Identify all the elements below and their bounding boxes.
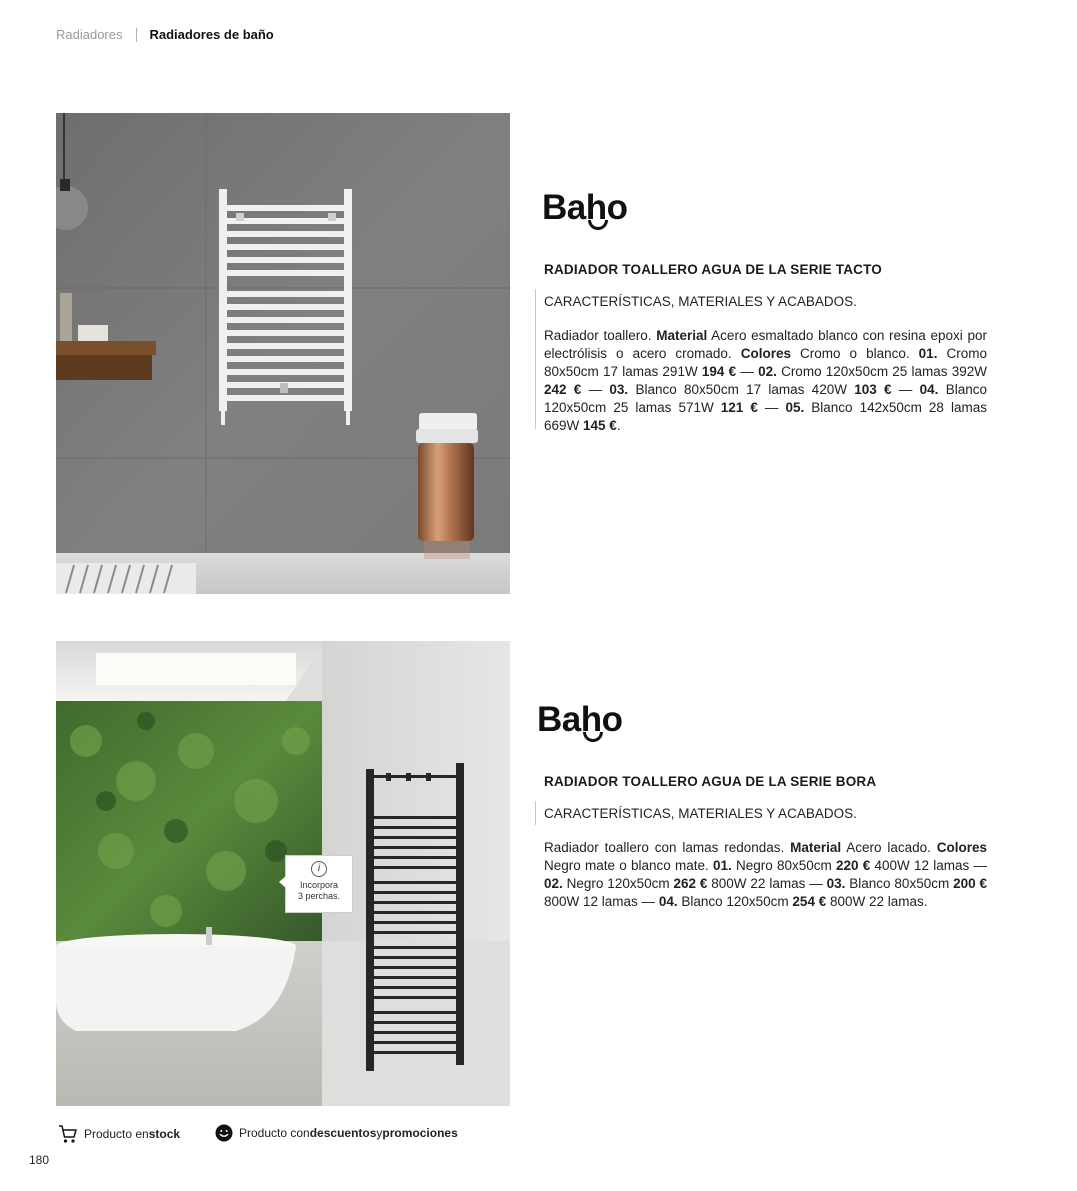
details-description [544,327,987,435]
legend-promo [215,1124,458,1142]
item-separator: — [805,876,827,891]
legend-stock-pre: Producto en [84,1127,149,1141]
brand-logo-prefix: Ba [537,700,581,739]
legend-promo-bold2: promociones [382,1126,458,1140]
item-price: 262 € [673,876,708,891]
item-after: 800W 22 lamas. [826,894,928,909]
item-text: Blanco 142x50cm 28 lamas 669W [544,400,987,433]
desc-intro: Radiador toallero con lamas redondas. [544,840,791,855]
brand-logo-prefix: Ba [542,188,586,227]
item-price: 254 € [792,894,827,909]
item-text: Blanco 80x50cm 17 lamas 420W [628,382,855,397]
item-code: 01. [712,858,732,873]
desc-intro: Radiador toallero. [544,328,657,343]
desc-colores-label: Colores [740,346,791,361]
desc-material-text: Acero esmaltado blanco con resina epoxi por electrólisis o acero cromado. [544,328,987,361]
item-after: 400W 12 lamas [870,858,970,873]
item-text: Blanco 120x50cm [677,894,793,909]
breadcrumb-current: Radiadores de baño [149,27,274,42]
legend-stock [58,1124,180,1144]
details-divider [535,801,536,825]
desc-material-text: Acero lacado. [841,840,937,855]
item-text: Blanco 80x50cm [845,876,954,891]
details-description [544,839,987,911]
item-code: 01. [918,346,938,361]
item-text: Cromo 120x50cm 25 lamas 392W [776,364,987,379]
brand-logo-baho [542,190,628,225]
desc-end: . [616,418,621,433]
item-price: 103 € [854,382,892,397]
brand-logo-middle: h [585,188,607,227]
smiley-icon [215,1124,233,1142]
item-after: 800W 12 lamas [544,894,638,909]
item-code: 03. [826,876,846,891]
item-after: 800W 22 lamas [707,876,806,891]
desc-colores-text: Negro mate o blanco mate. [544,858,713,873]
item-separator: — [637,894,659,909]
item-price: 220 € [836,858,871,873]
item-separator: — [736,364,759,379]
product-details-bora [544,805,987,911]
item-price: 194 € [701,364,737,379]
item-code: 04. [919,382,939,397]
smile-icon [583,732,603,742]
item-code: 02. [544,876,563,891]
legend-promo-bold1: descuentos [309,1126,377,1140]
brand-logo-suffix: o [601,700,623,739]
brand-logo-middle-wrap [581,700,602,739]
item-price: 242 € [544,382,582,397]
legend-promo-pre: Producto con [239,1126,310,1140]
item-text: Negro 80x50cm [731,858,836,873]
item-price: 145 € [583,418,617,433]
breadcrumb-separator [136,28,137,42]
item-price: 200 € [953,876,988,891]
product-title-bora: RADIADOR TOALLERO AGUA DE LA SERIE BORA [544,774,877,789]
cart-icon [58,1124,78,1144]
smile-icon [588,220,608,230]
bathroom-scene-tacto [56,113,510,594]
brand-logo-baho [537,702,623,737]
item-separator: — [581,382,610,397]
item-code: 03. [609,382,629,397]
page-number: 180 [29,1153,50,1167]
item-text: Negro 120x50cm [562,876,674,891]
details-subhead: CARACTERÍSTICAS, MATERIALES Y ACABADOS. [544,806,857,821]
brand-logo-suffix: o [606,188,628,227]
product-photo-tacto [56,113,510,594]
item-separator: — [969,858,987,873]
item-separator: — [757,400,786,415]
details-subhead: CARACTERÍSTICAS, MATERIALES Y ACABADOS. [544,294,857,309]
desc-material-label: Material [656,328,708,343]
desc-material-label: Material [790,840,842,855]
callout-line-2: 3 perchas. [297,891,341,901]
desc-colores-text: Cromo o blanco. [790,346,919,361]
item-separator: — [891,382,920,397]
product-details-tacto [544,293,987,435]
callout-line-1: Incorpora [299,880,339,890]
brand-logo-middle: h [580,700,602,739]
legend-stock-bold: stock [148,1127,181,1141]
item-text: Cromo 80x50cm 17 lamas 291W [544,346,987,379]
product-title-tacto: RADIADOR TOALLERO AGUA DE LA SERIE TACTO [544,262,883,277]
legend-promo-mid: y [376,1126,383,1140]
breadcrumb [56,27,274,42]
item-code: 05. [785,400,805,415]
brand-logo-middle-wrap [586,188,607,227]
item-price: 121 € [720,400,758,415]
feature-callout [285,855,353,913]
breadcrumb-parent[interactable]: Radiadores [56,27,123,42]
item-text: Blanco 120x50cm 25 lamas 571W [544,382,987,415]
details-divider [535,289,536,429]
product-photo-bora [56,641,510,1106]
info-icon: i [311,861,327,877]
desc-colores-label: Colores [936,840,987,855]
item-code: 02. [758,364,777,379]
bathroom-scene-bora [56,641,510,1106]
item-code: 04. [658,894,678,909]
